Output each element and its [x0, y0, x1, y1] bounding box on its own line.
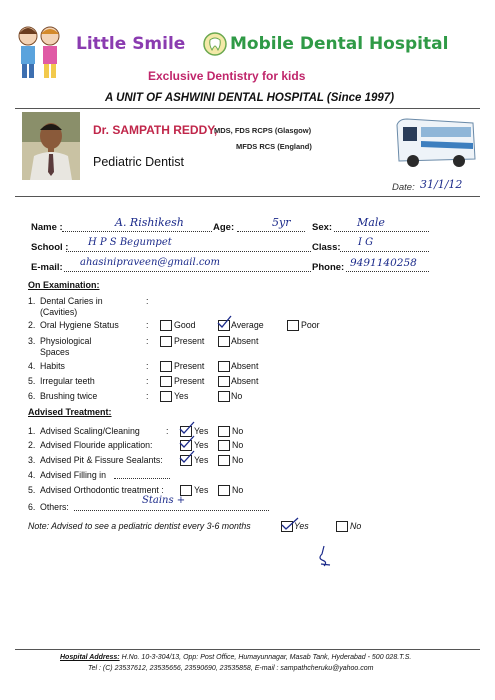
age-label: Age: [213, 222, 235, 233]
school-field-line [66, 251, 311, 252]
treat-1-colon: : [166, 426, 169, 436]
unit-line: A UNIT OF ASHWINI DENTAL HOSPITAL (Since 1997) [105, 92, 395, 104]
scaling-no-label: No [232, 426, 244, 436]
habits-present-label: Present [174, 361, 205, 371]
advice-note: Note: Advised to see a pediatric dentist every 3-6 months [28, 521, 251, 531]
spaces-absent-checkbox[interactable] [218, 336, 230, 347]
ortho-no-label: No [232, 485, 244, 495]
date-label: Date: [392, 182, 415, 193]
sex-field[interactable]: Male [357, 216, 385, 229]
exam-2-label: Oral Hygiene Status [40, 320, 119, 330]
hospital-name-part2: Mobile Dental Hospital [230, 34, 449, 54]
exam-5-num: 5. [28, 376, 36, 386]
brushing-no-checkbox[interactable] [218, 391, 230, 402]
school-label: School : [31, 242, 69, 253]
exam-6-colon: : [146, 391, 149, 401]
hygiene-good-label: Good [174, 320, 196, 330]
treat-3-label: Advised Pit & Fissure Sealants: [40, 455, 163, 465]
address-text: H.No. 10-3-304/13, Opp: Post Office, Humayunnagar, Masab Tank, Hyderabad - 500 028.T.S. [121, 654, 412, 661]
exam-1-num: 1. [28, 296, 36, 306]
habits-absent-label: Absent [231, 361, 259, 371]
habits-absent-checkbox[interactable] [218, 361, 230, 372]
mobile-bus-image [393, 115, 478, 171]
treat-5-num: 5. [28, 485, 36, 495]
exam-3-num: 3. [28, 336, 36, 346]
phone-label: Phone: [312, 262, 345, 273]
exam-6-label: Brushing twice [40, 391, 98, 401]
spaces-absent-label: Absent [231, 336, 259, 346]
exam-4-num: 4. [28, 361, 36, 371]
hygiene-average-tick-icon [216, 315, 232, 329]
exam-4-colon: : [146, 361, 149, 371]
class-field-line [340, 251, 429, 252]
treat-6-num: 6. [28, 502, 36, 512]
treat-2-label: Advised Flouride application: [40, 440, 153, 450]
school-field[interactable]: H P S Begumpet [88, 237, 172, 248]
brushing-yes-label: Yes [174, 391, 189, 401]
exam-3-label: Physiological [40, 336, 92, 346]
exam-2-num: 2. [28, 320, 36, 330]
exam-1-label: Dental Caries in [40, 296, 103, 306]
date-divider [15, 196, 480, 197]
treat-6-label: Others: [40, 502, 69, 512]
exam-1-label-2: (Cavities) [40, 307, 78, 317]
scaling-yes-label: Yes [194, 426, 209, 436]
irregular-present-label: Present [174, 376, 205, 386]
tooth-logo-icon [203, 32, 227, 56]
hygiene-average-label: Average [231, 320, 264, 330]
irregular-absent-label: Absent [231, 376, 259, 386]
note-no-checkbox[interactable] [336, 521, 348, 532]
date-value: 31/1/12 [420, 178, 463, 191]
footer-divider [15, 649, 480, 650]
email-field[interactable]: ahasinipraveen@gmail.com [80, 257, 220, 268]
doctor-photo [22, 112, 80, 180]
treat-4-label: Advised Filling in [40, 470, 107, 480]
header-divider [15, 108, 480, 109]
ortho-no-checkbox[interactable] [218, 485, 230, 496]
examination-heading: On Examination: [28, 280, 100, 290]
treatment-heading: Advised Treatment: [28, 407, 112, 417]
footer-contact: Tel : (C) 23537612, 23535656, 23590690, 23535858, E-mail : sampathcheruku@yahoo.com [88, 665, 374, 672]
email-label: E-mail: [31, 262, 63, 273]
sealants-no-checkbox[interactable] [218, 455, 230, 466]
footer-address-line [60, 654, 411, 661]
name-field[interactable]: A. Rishikesh [115, 216, 184, 229]
fluoride-no-checkbox[interactable] [218, 440, 230, 451]
exam-3-colon: : [146, 336, 149, 346]
sealants-no-label: No [232, 455, 244, 465]
exam-5-colon: : [146, 376, 149, 386]
age-field[interactable]: 5yr [272, 216, 291, 229]
doctor-specialty: Pediatric Dentist [93, 155, 185, 169]
name-field-line [62, 231, 212, 232]
hygiene-poor-label: Poor [301, 320, 320, 330]
doctor-signature [312, 544, 336, 570]
kids-logo [8, 22, 70, 84]
email-field-line [64, 271, 311, 272]
sex-field-line [334, 231, 429, 232]
treat-2-num: 2. [28, 440, 36, 450]
others-field-line [74, 510, 269, 511]
exam-6-num: 6. [28, 391, 36, 401]
doctor-name: Dr. SAMPATH REDDY, [93, 123, 218, 137]
exam-3-label-2: Spaces [40, 347, 70, 357]
filling-field-line [114, 478, 170, 479]
irregular-present-checkbox[interactable] [160, 376, 172, 387]
sex-label: Sex: [312, 222, 333, 233]
note-no-label: No [350, 521, 362, 531]
treat-1-num: 1. [28, 426, 36, 436]
age-field-line [237, 231, 305, 232]
class-label: Class: [312, 242, 341, 253]
name-label: Name : [31, 222, 63, 233]
treat-1-label: Advised Scaling/Cleaning [40, 426, 140, 436]
hospital-name-part1: Little Smile [76, 34, 186, 54]
treat-3-num: 3. [28, 455, 36, 465]
hygiene-good-checkbox[interactable] [160, 320, 172, 331]
phone-field-line [346, 271, 429, 272]
spaces-present-checkbox[interactable] [160, 336, 172, 347]
brushing-no-label: No [231, 391, 243, 401]
sealants-yes-label: Yes [194, 455, 209, 465]
brushing-yes-checkbox[interactable] [160, 391, 172, 402]
fluoride-yes-label: Yes [194, 440, 209, 450]
tagline: Exclusive Dentistry for kids [148, 69, 306, 83]
class-field[interactable]: I G [358, 237, 374, 248]
irregular-absent-checkbox[interactable] [218, 376, 230, 387]
phone-field[interactable]: 9491140258 [350, 257, 417, 269]
scaling-no-checkbox[interactable] [218, 426, 230, 437]
note-yes-label: Yes [294, 521, 309, 531]
habits-present-checkbox[interactable] [160, 361, 172, 372]
fluoride-no-label: No [232, 440, 244, 450]
exam-5-label: Irregular teeth [40, 376, 95, 386]
exam-4-label: Habits [40, 361, 65, 371]
doctor-qualifications-1: MDS, FDS RCPS (Glasgow) [214, 126, 312, 135]
address-label: Hospital Address: [60, 654, 120, 661]
exam-2-colon: : [146, 320, 149, 330]
others-field[interactable]: Stains + [142, 495, 186, 506]
hygiene-poor-checkbox[interactable] [287, 320, 299, 331]
ortho-yes-label: Yes [194, 485, 209, 495]
treat-4-num: 4. [28, 470, 36, 480]
treat-5-label: Advised Orthodontic treatment : [40, 485, 164, 495]
spaces-present-label: Present [174, 336, 205, 346]
doctor-qualifications-2: MFDS RCS (England) [236, 142, 312, 151]
exam-1-colon: : [146, 296, 149, 306]
